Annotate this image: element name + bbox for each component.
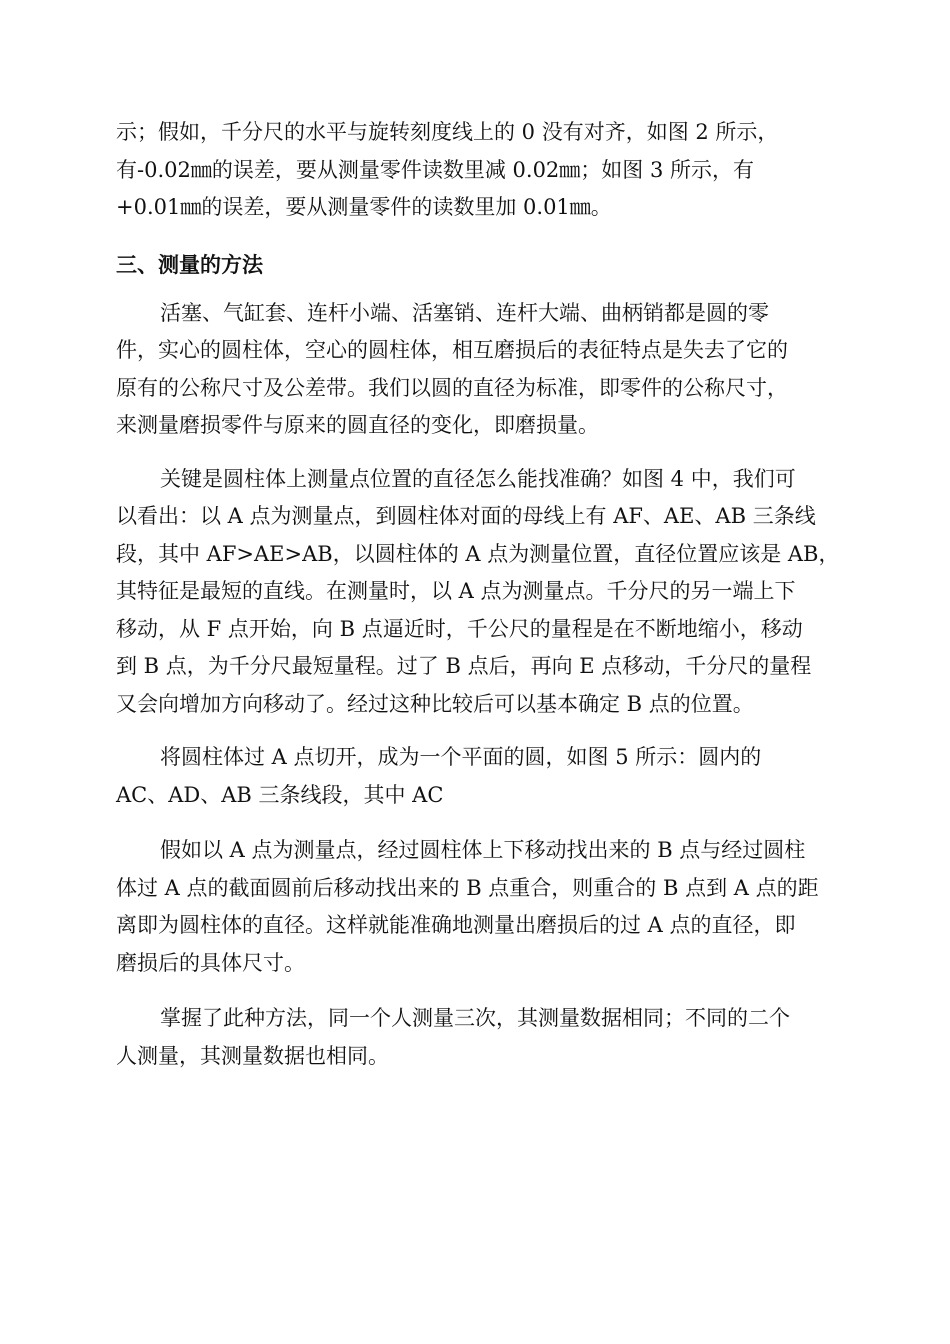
text-line: 以看出：以 A 点为测量点，到圆柱体对面的母线上有 AF、AE、AB 三条线 <box>116 504 816 528</box>
text-line: 假如以 A 点为测量点，经过圆柱体上下移动找出来的 B 点与经过圆柱 <box>160 838 806 862</box>
text-line: +0.01㎜的误差，要从测量零件的读数里加 0.01㎜。 <box>116 195 612 219</box>
text-line: 人测量，其测量数据也相同。 <box>116 1043 389 1068</box>
text-line: 关键是圆柱体上测量点位置的直径怎么能找准确？如图 4 中，我们可 <box>160 466 796 491</box>
text-line: 有-0.02㎜的误差，要从测量零件读数里减 0.02㎜；如图 3 所示，有 <box>116 157 754 182</box>
paragraph-cross-section <box>116 739 836 814</box>
section-heading: 三、测量的方法 <box>116 251 263 277</box>
text-line: 活塞、气缸套、连杆小端、活塞销、连杆大端、曲柄销都是圆的零 <box>160 300 769 325</box>
paragraph-tolerance <box>116 114 836 227</box>
document-page <box>116 114 840 1075</box>
text-line: 件，实心的圆柱体，空心的圆柱体，相互磨损后的表征特点是失去了它的 <box>116 338 788 362</box>
text-line: 掌握了此种方法，同一个人测量三次，其测量数据相同；不同的二个 <box>160 1006 790 1030</box>
paragraph-key-point <box>116 461 840 724</box>
paragraph-parts <box>116 295 836 445</box>
paragraph-diameter <box>116 832 836 982</box>
paragraph-conclusion <box>116 1000 836 1075</box>
text-line: 磨损后的具体尺寸。 <box>116 950 305 975</box>
text-line: 将圆柱体过 A 点切开，成为一个平面的圆，如图 5 所示：圆内的 <box>160 745 762 769</box>
text-line: 其特征是最短的直线。在测量时，以 A 点为测量点。千分尺的另一端上下 <box>116 579 796 603</box>
text-line: 示；假如，千分尺的水平与旋转刻度线上的 0 没有对齐，如图 2 所示， <box>116 120 779 144</box>
text-line: 来测量磨损零件与原来的圆直径的变化，即磨损量。 <box>116 413 599 437</box>
text-line: 原有的公称尺寸及公差带。我们以圆的直径为标准，即零件的公称尺寸， <box>116 375 788 400</box>
text-line: 段，其中 AF>AE>AB，以圆柱体的 A 点为测量位置，直径位置应该是 AB， <box>116 541 840 566</box>
text-line: 到 B 点，为千分尺最短量程。过了 B 点后，再向 E 点移动，千分尺的量程 <box>116 654 812 678</box>
text-line: AC、AD、AB 三条线段，其中 AC <box>116 782 444 807</box>
text-line: 移动，从 F 点开始，向 B 点逼近时，千公尺的量程是在不断地缩小，移动 <box>116 616 803 641</box>
text-line: 体过 A 点的截面圆前后移动找出来的 B 点重合，则重合的 B 点到 A 点的距 <box>116 875 819 900</box>
text-line: 又会向增加方向移动了。经过这种比较后可以基本确定 B 点的位置。 <box>116 691 754 716</box>
text-line: 离即为圆柱体的直径。这样就能准确地测量出磨损后的过 A 点的直径，即 <box>116 913 796 937</box>
